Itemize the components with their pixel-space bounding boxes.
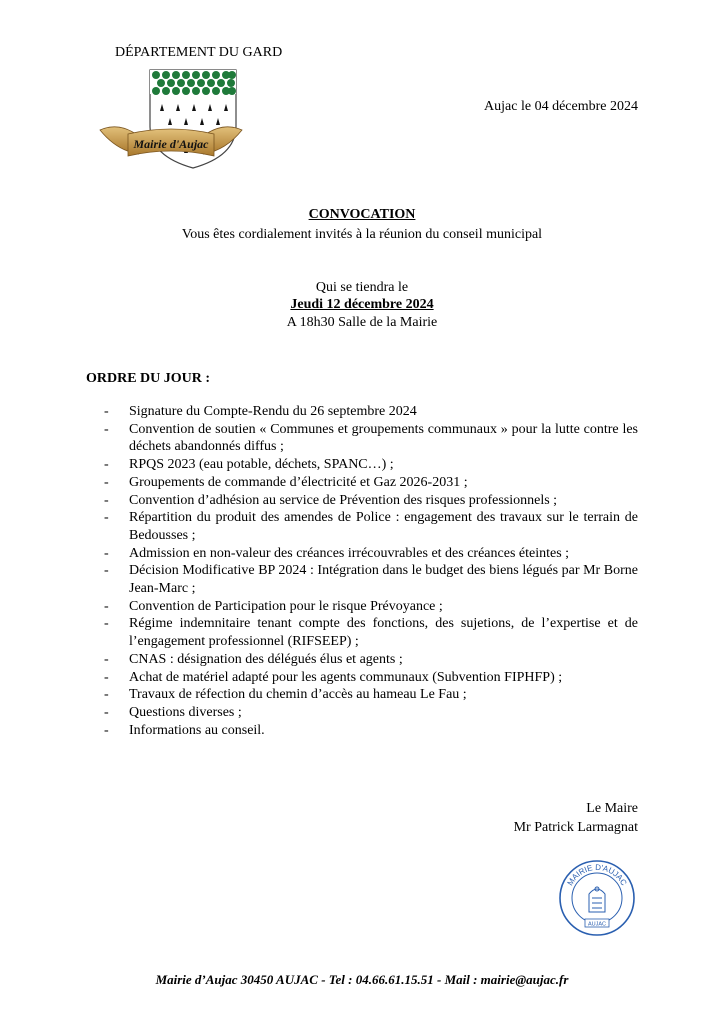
agenda-item-text: Informations au conseil.: [129, 722, 265, 738]
stamp-text: MAIRIE D'AUJAC: [565, 862, 629, 888]
agenda-item: [104, 474, 638, 492]
agenda-item-text: Questions diverses ;: [129, 704, 242, 720]
mairie-logo: [98, 64, 244, 172]
agenda-item-text: Travaux de réfection du chemin d’accès au hameau Le Fau ;: [129, 687, 467, 703]
meeting-date: Jeudi 12 décembre 2024: [290, 297, 434, 312]
document-title: CONVOCATION: [308, 207, 416, 222]
agenda-item-text: Régime indemnitaire tenant compte des fonctions, des sujetions, de l’expertise et de l’engagement professionnel (RIFSEEP) ;: [129, 616, 638, 650]
agenda-item: [104, 456, 638, 474]
banner-text: Mairie d'Aujac: [133, 137, 209, 151]
bullet-dash: -: [104, 510, 109, 526]
agenda-item-text: Convention de Participation pour le risque Prévoyance ;: [129, 598, 443, 614]
agenda-item: [104, 686, 638, 704]
agenda-item-text: Répartition du produit des amendes de Police : engagement des travaux sur le terrain de Bedousses ;: [129, 510, 638, 543]
agenda-item: [104, 492, 638, 510]
agenda-item-text: Groupements de commande d’électricité et Gaz 2026-2031 ;: [129, 474, 468, 490]
agenda-item: [104, 509, 638, 544]
bullet-dash: -: [104, 474, 109, 490]
bullet-dash: -: [104, 598, 109, 614]
bullet-dash: -: [104, 669, 109, 685]
bullet-dash: -: [104, 563, 109, 579]
mairie-stamp: [557, 858, 637, 938]
stamp-bottom-text: AUJAC: [587, 921, 607, 928]
bullet-dash: -: [104, 492, 109, 508]
agenda-item-text: RPQS 2023 (eau potable, déchets, SPANC…) ;: [129, 457, 394, 473]
agenda-item-text: Convention de soutien « Communes et groupements communaux » pour la lutte contre les déchets abandonnés diffus ;: [129, 421, 638, 455]
agenda-item-text: Convention d’adhésion au service de Prévention des risques professionnels ;: [129, 492, 558, 508]
bullet-dash: -: [104, 651, 109, 667]
bullet-dash: -: [104, 545, 109, 561]
agenda-item: [104, 704, 638, 722]
held-label: Qui se tiendra le: [315, 280, 409, 295]
agenda-item-text: Achat de matériel adapté pour les agents communaux (Subvention FIPHFP) ;: [129, 669, 563, 685]
agenda-item: [104, 669, 638, 687]
bullet-dash: -: [104, 404, 109, 419]
bullet-dash: -: [104, 722, 109, 738]
bullet-dash: -: [104, 421, 109, 437]
letter-date: Aujac le 04 décembre 2024: [484, 99, 638, 114]
agenda-item: [104, 562, 638, 597]
checkered-chief: [150, 70, 236, 95]
agenda-item: [104, 421, 638, 456]
agenda-item: [104, 403, 638, 421]
bullet-dash: -: [104, 616, 109, 632]
signature-title: Le Maire: [586, 801, 638, 816]
department-label: DÉPARTEMENT DU GARD: [115, 45, 283, 60]
agenda-item: [104, 651, 638, 669]
agenda-item-text: Admission en non-valeur des créances irrécouvrables et des créances éteintes ;: [129, 545, 570, 561]
bullet-dash: -: [104, 704, 109, 720]
agenda-item-text: CNAS : désignation des délégués élus et agents ;: [129, 651, 403, 667]
agenda-item: [104, 722, 638, 740]
bullet-dash: -: [104, 457, 109, 473]
invitation-text: Vous êtes cordialement invités à la réunion du conseil municipal: [181, 227, 543, 242]
agenda-list: [104, 403, 638, 739]
agenda-item: [104, 598, 638, 616]
signature-name: Mr Patrick Larmagnat: [513, 820, 638, 835]
agenda-item-text: Signature du Compte-Rendu du 26 septembre 2024: [129, 404, 417, 419]
stamp-emblem-icon: [589, 887, 605, 912]
meeting-time-place: A 18h30 Salle de la Mairie: [286, 315, 438, 330]
agenda-item: [104, 545, 638, 563]
agenda-item-text: Décision Modificative BP 2024 : Intégration dans le budget des biens légués par Mr Borne Jean-Marc ;: [129, 563, 638, 597]
agenda-heading: ORDRE DU JOUR :: [86, 371, 211, 386]
footer-contact: Mairie d’Aujac 30450 AUJAC - Tel : 04.66.61.15.51 - Mail : mairie@aujac.fr: [155, 972, 569, 987]
agenda-item: [104, 615, 638, 650]
bullet-dash: -: [104, 687, 109, 703]
